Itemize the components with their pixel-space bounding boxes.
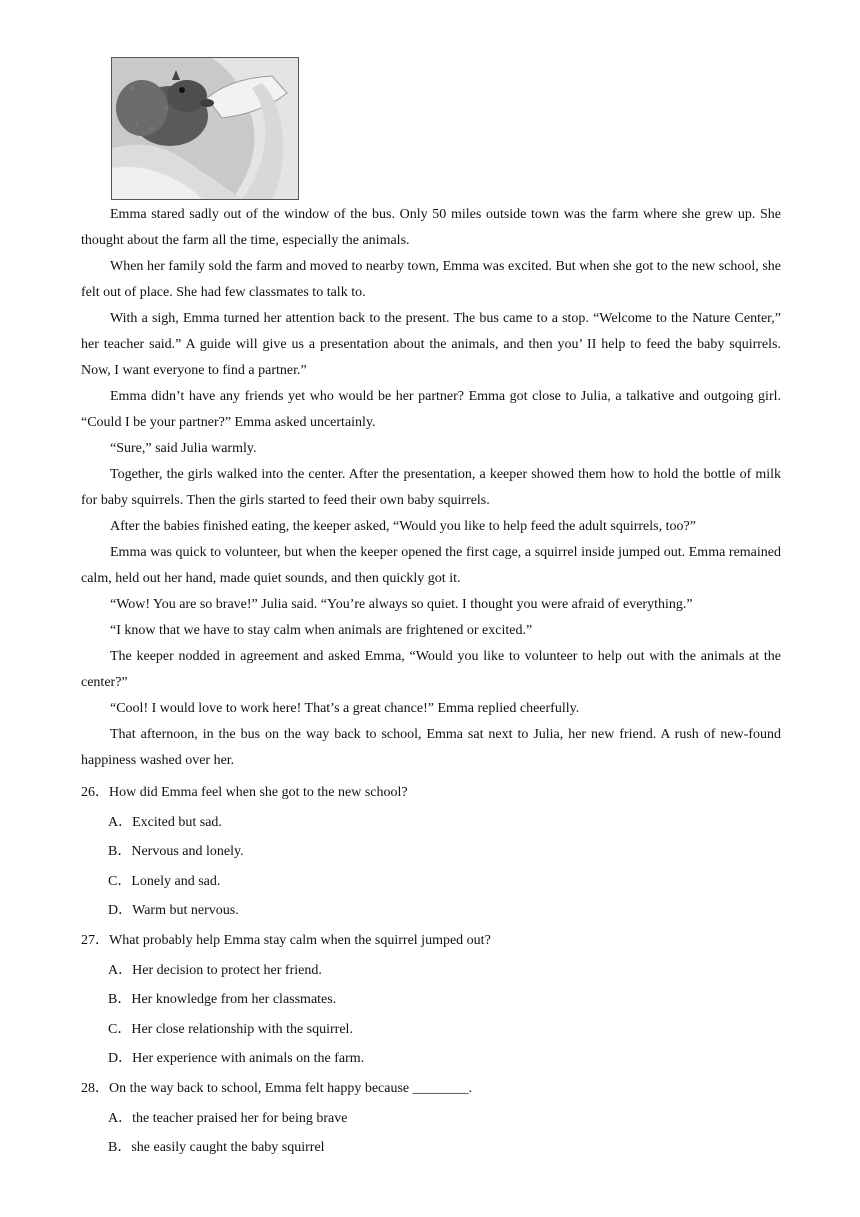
option-letter: D．: [108, 1051, 133, 1067]
passage-paragraph: The keeper nodded in agreement and asked Emma, “Would you like to volunteer to help out with the animals at the center?”: [81, 649, 781, 690]
passage-paragraph: “Wow! You are so brave!” Julia said. “You’re always so quiet. I thought you were afraid of everything.”: [110, 597, 693, 612]
question-number: 26．: [81, 785, 109, 800]
passage-paragraph: Emma stared sadly out of the window of the bus. Only 50 miles outside town was the farm where she grew up. She thought about the farm all the time, especially the animals.: [81, 207, 781, 248]
option-text: Her knowledge from her classmates.: [131, 992, 337, 1008]
question-27: [81, 926, 781, 956]
option-b: [81, 985, 781, 1015]
option-text: the teacher praised her for being brave: [132, 1110, 348, 1126]
option-text: Her experience with animals on the farm.: [132, 1051, 365, 1067]
option-letter: C．: [108, 1021, 132, 1037]
passage-paragraph: Together, the girls walked into the center. After the presentation, a keeper showed them how to hold the bottle of milk for baby squirrels. Then the girls started to feed their own baby squirrels.: [81, 467, 781, 508]
question-stem: What probably help Emma stay calm when the squirrel jumped out?: [109, 932, 491, 948]
question-number: 27．: [81, 932, 109, 948]
passage-paragraph: “I know that we have to stay calm when animals are frightened or excited.”: [110, 623, 533, 638]
option-letter: B．: [108, 844, 132, 860]
option-letter: B．: [108, 992, 132, 1008]
reading-passage: [81, 202, 781, 774]
option-b: [81, 1133, 781, 1163]
squirrel-bottle-feeding-photo: [112, 58, 298, 199]
option-text: Her decision to protect her friend.: [132, 962, 322, 978]
option-text: Lonely and sad.: [131, 873, 221, 889]
question-number: 28．: [81, 1080, 109, 1096]
passage-paragraph: Emma didn’t have any friends yet who would be her partner? Emma got close to Julia, a talkative and outgoing girl. “Could I be your partner?” Emma asked uncertainly.: [81, 389, 781, 430]
question-26: [81, 778, 781, 808]
option-c: [81, 867, 781, 897]
passage-paragraph: “Cool! I would love to work here! That’s a great chance!” Emma replied cheerfully.: [110, 701, 580, 716]
option-d: [81, 896, 781, 926]
passage-paragraph: After the babies finished eating, the keeper asked, “Would you like to help feed the adult squirrels, too?”: [110, 519, 696, 534]
option-letter: A．: [108, 962, 133, 978]
option-d: [81, 1044, 781, 1074]
option-letter: D．: [108, 903, 133, 919]
question-stem: How did Emma feel when she got to the new school?: [109, 785, 408, 800]
passage-paragraph: Emma was quick to volunteer, but when the keeper opened the first cage, a squirrel inside jumped out. Emma remained calm, held out her hand, made quiet sounds, and then quickly got it.: [81, 545, 781, 586]
passage-paragraph: With a sigh, Emma turned her attention back to the present. The bus came to a stop. “Welcome to the Nature Center,” her teacher said.” A guide will give us a presentation about the animals, and then you’ II help to feed the baby squirrels. Now, I want everyone to find a partner.”: [81, 311, 781, 378]
option-letter: A．: [108, 814, 133, 830]
question-list: [81, 778, 781, 1163]
option-text: Her close relationship with the squirrel.: [131, 1021, 353, 1037]
option-a: [81, 808, 781, 838]
passage-paragraph: When her family sold the farm and moved to nearby town, Emma was excited. But when she got to the new school, she felt out of place. She had few classmates to talk to.: [81, 259, 781, 300]
option-letter: A．: [108, 1110, 133, 1126]
squirrel-photo: [111, 57, 299, 200]
option-a: [81, 956, 781, 986]
option-c: [81, 1015, 781, 1045]
option-text: she easily caught the baby squirrel: [131, 1140, 325, 1156]
option-text: Nervous and lonely.: [131, 844, 244, 860]
option-a: [81, 1104, 781, 1134]
option-b: [81, 837, 781, 867]
option-letter: B．: [108, 1140, 132, 1156]
option-letter: C．: [108, 873, 132, 889]
question-stem: On the way back to school, Emma felt happy because ________.: [109, 1080, 473, 1096]
passage-paragraph: “Sure,” said Julia warmly.: [110, 441, 257, 456]
question-28: [81, 1074, 781, 1104]
option-text: Excited but sad.: [132, 814, 222, 830]
option-text: Warm but nervous.: [132, 903, 239, 919]
passage-paragraph: That afternoon, in the bus on the way back to school, Emma sat next to Julia, her new friend. A rush of new-found happiness washed over her.: [81, 727, 781, 768]
